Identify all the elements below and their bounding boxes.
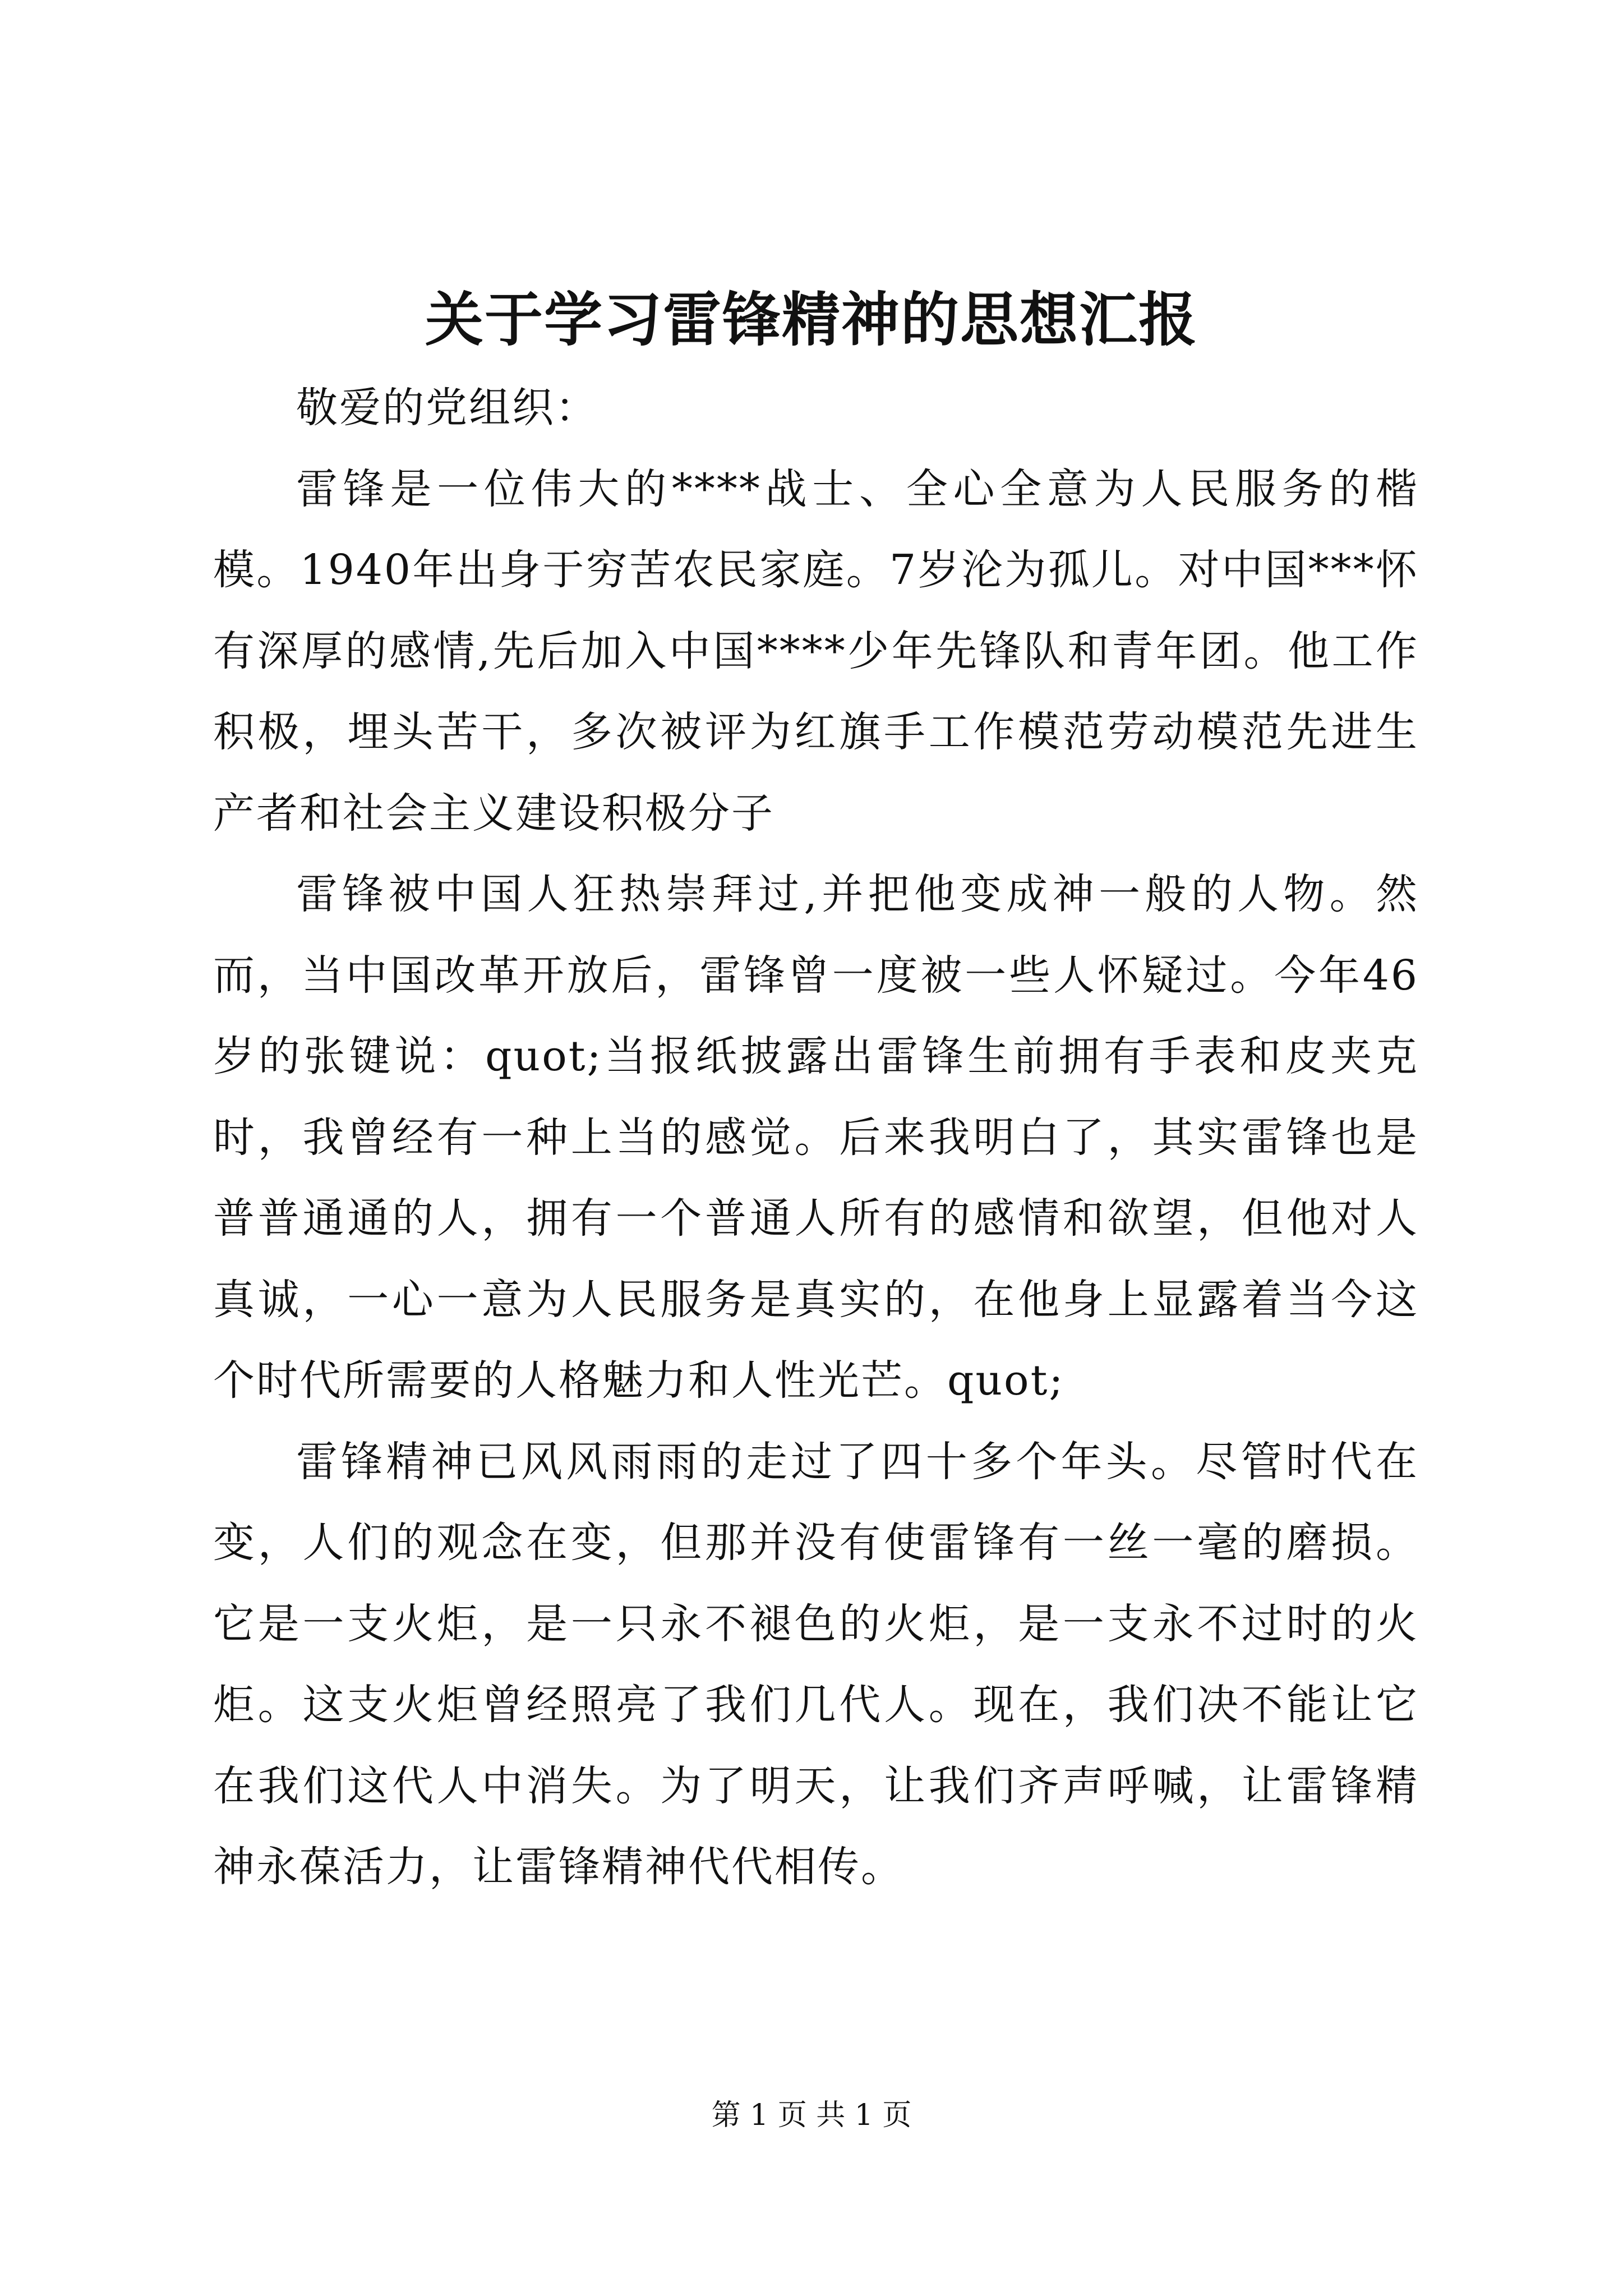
paragraph-2: 雷锋被中国人狂热崇拜过,并把他变成神一般的人物。然而，当中国改革开放后，雷锋曾一度被一些人怀疑过。今年46岁的张键说：quot;当报纸披露出雷锋生前拥有手表和皮夹克时，我曾经有一种上当的感觉。后来我明白了，其实雷锋也是普普通通的人，拥有一个普通人所有的感情和欲望，但他对人真诚，一心一意为人民服务是真实的，在他身上显露着当今这个时代所需要的人格魅力和人性光芒。quot; [213, 870, 1419, 1405]
document-body [213, 367, 1419, 1908]
paragraph-1: 雷锋是一位伟大的****战士、全心全意为人民服务的楷模。1940年出身于穷苦农民家庭。7岁沦为孤儿。对中国***怀有深厚的感情,先后加入中国****少年先锋队和青年团。他工作积极，埋头苦干，多次被评为红旗手工作模范劳动模范先进生产者和社会主义建设积极分子 [213, 464, 1419, 838]
document-title: 关于学习雷锋精神的思想汇报 [425, 285, 1198, 354]
paragraph-3: 雷锋精神已风风雨雨的走过了四十多个年头。尽管时代在变，人们的观念在变，但那并没有使雷锋有一丝一毫的磨损。它是一支火炬，是一只永不褪色的火炬，是一支永不过时的火炬。这支火炬曾经照亮了我们几代人。现在，我们决不能让它在我们这代人中消失。为了明天，让我们齐声呼喊，让雷锋精神永葆活力，让雷锋精神代代相传。 [213, 1437, 1419, 1891]
salutation: 敬爱的党组织： [296, 384, 598, 432]
page-footer: 第 1 页 共 1 页 [711, 2099, 912, 2132]
